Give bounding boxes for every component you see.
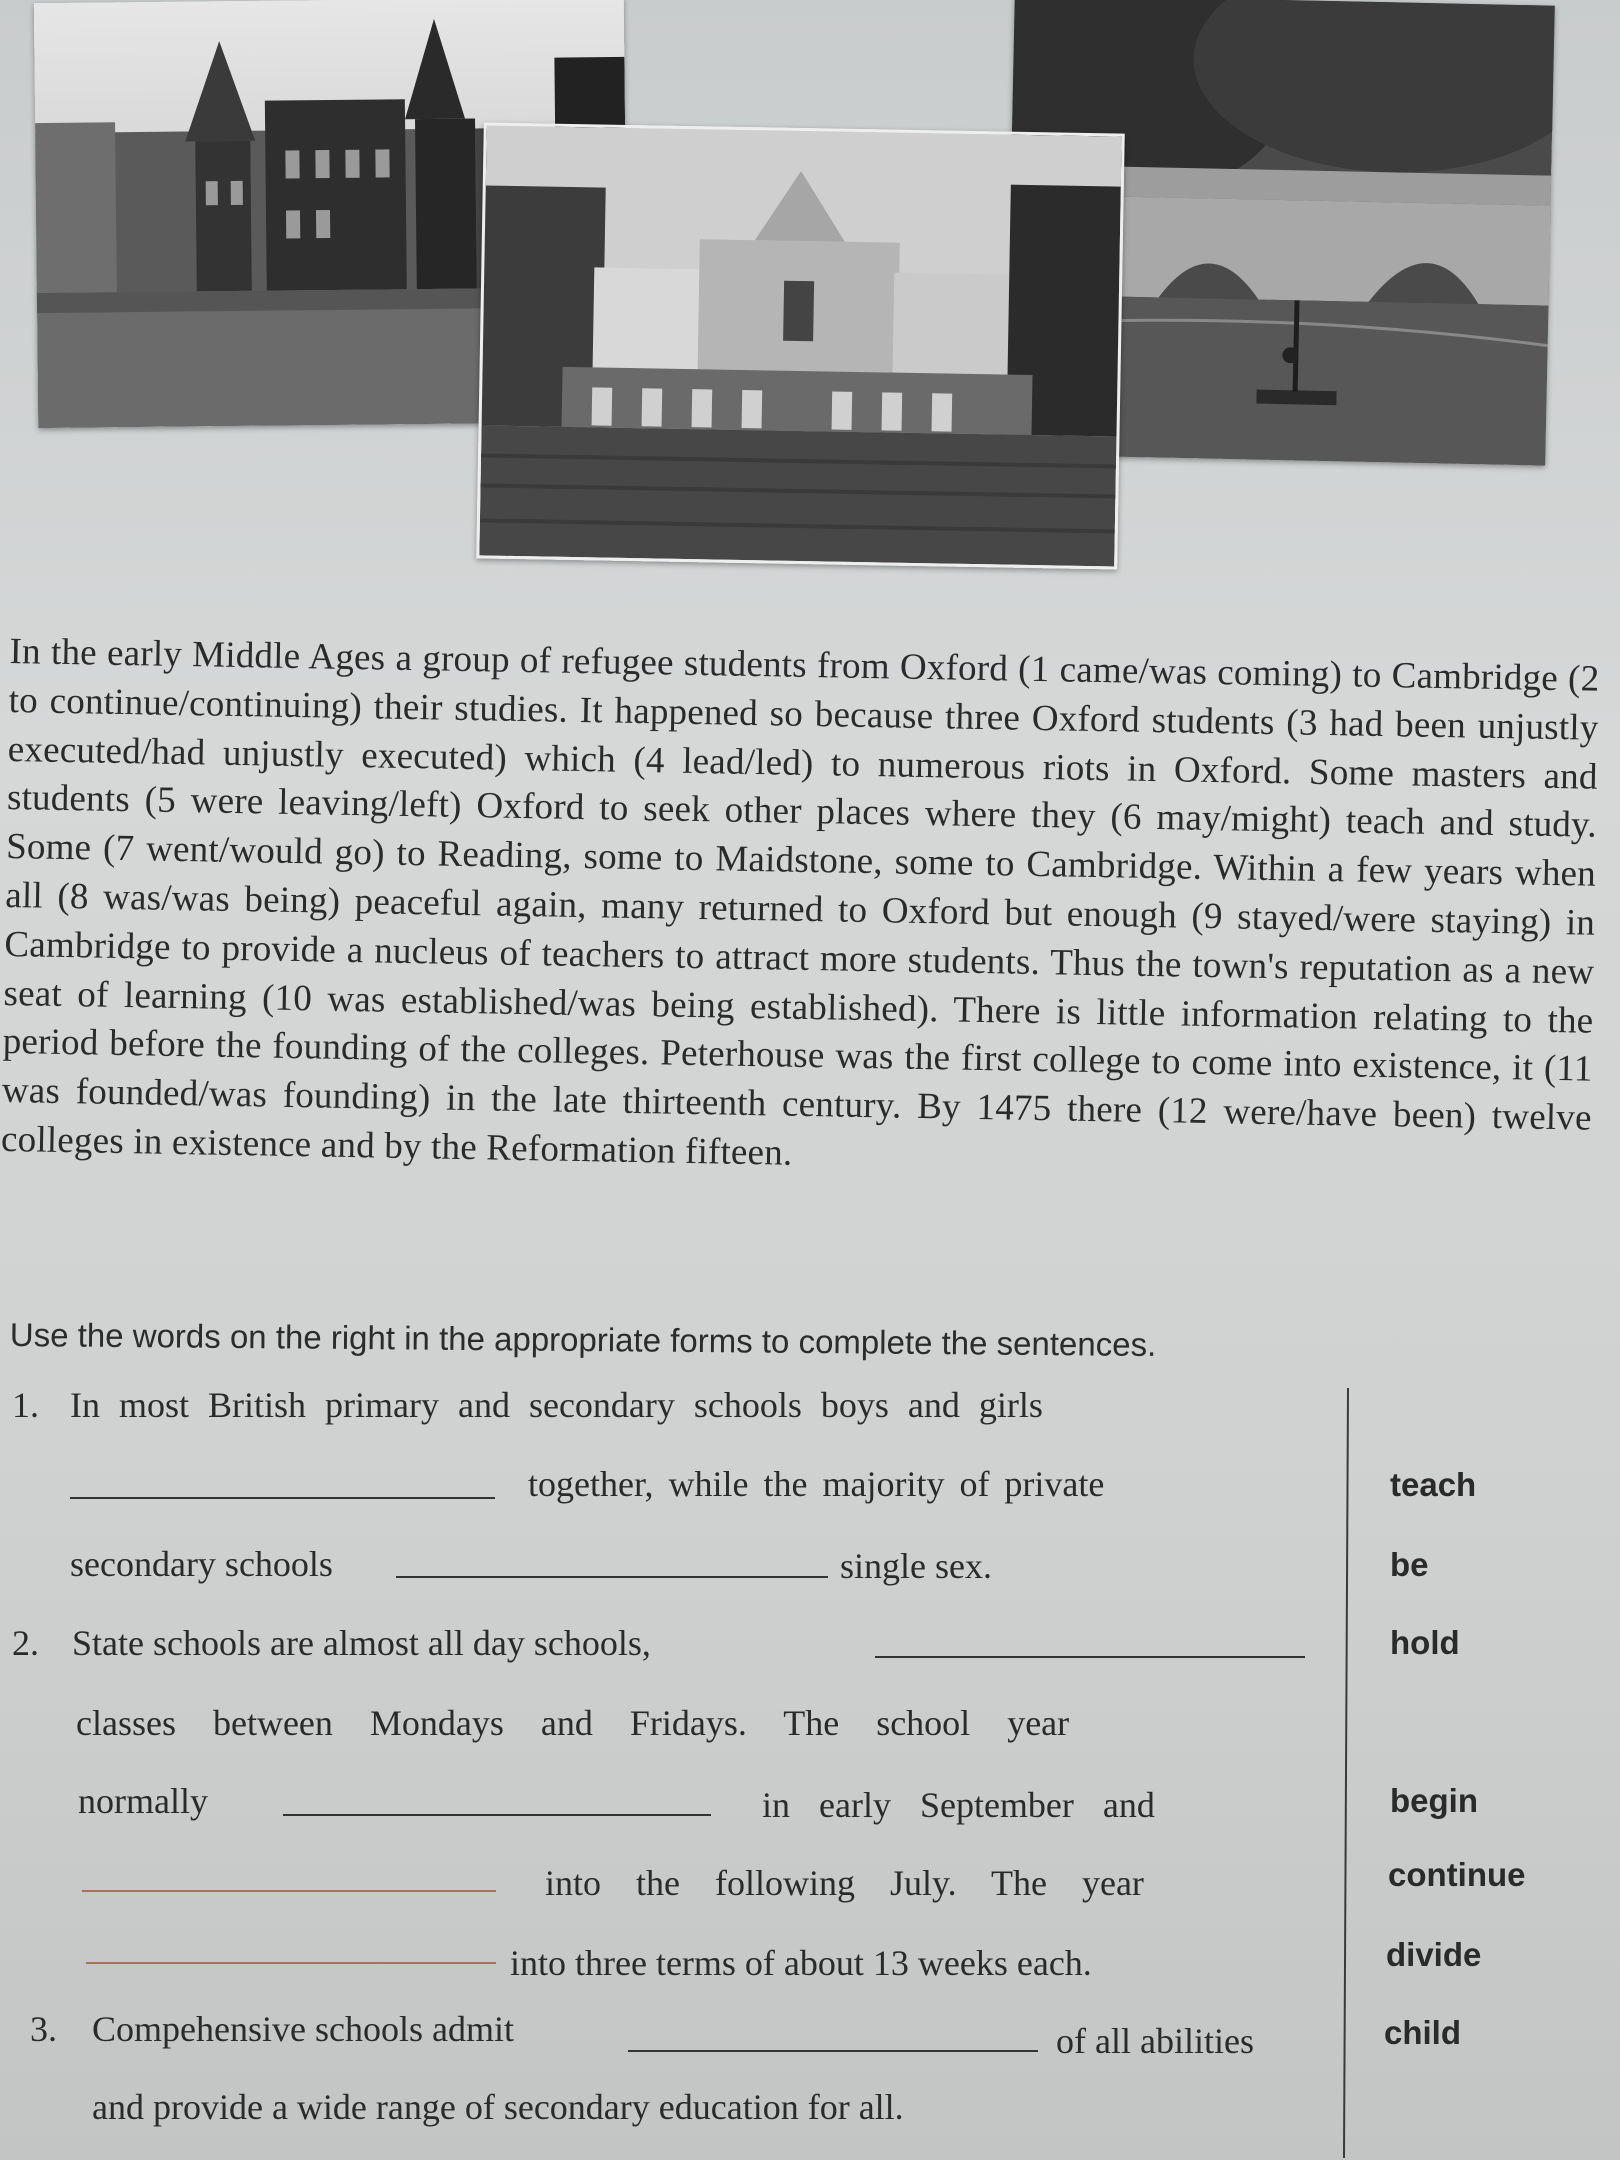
sentence-2-line-5: into three terms of about 13 weeks each. xyxy=(510,1943,1092,1983)
sentence-1-line-2: together, while the majority of private xyxy=(528,1464,1105,1504)
sentence-3-line-1a: Compehensive schools admit xyxy=(92,2009,514,2049)
word-teach: teach xyxy=(1390,1466,1477,1503)
sentence-2-line-2: classes between Mondays and Fridays. The school year xyxy=(76,1703,1070,1743)
photo-college-courtyard xyxy=(476,122,1125,569)
sentence-2-line-3a: normally xyxy=(78,1781,208,1821)
exercise-instruction: Use the words on the right in the appropriate forms to complete the sentences. xyxy=(9,1316,1157,1364)
sentence-2-line-3b: in early September and xyxy=(762,1785,1155,1825)
word-begin: begin xyxy=(1390,1782,1478,1819)
sentence-3-line-1b: of all abilities xyxy=(1056,2021,1254,2061)
word-hold: hold xyxy=(1390,1624,1460,1661)
sentence-1-line-1: In most British primary and secondary schools boys and girls xyxy=(70,1385,1043,1425)
sentence-2-line-1: State schools are almost all day schools, xyxy=(72,1623,651,1663)
item-number-3: 3. xyxy=(30,2009,57,2049)
blank-2b[interactable] xyxy=(283,1814,711,1816)
sentence-2-line-4: into the following July. The year xyxy=(545,1863,1144,1903)
word-divide: divide xyxy=(1386,1936,1482,1973)
blank-3a[interactable] xyxy=(628,2050,1038,2052)
item-number-2: 2. xyxy=(12,1623,39,1663)
reading-passage: In the early Middle Ages a group of refugee students from Oxford (1 came/was coming) to Cambridge (2 to continue/continuing) their studies. It happened so because three Oxford students (3 had been unjustly executed/had unjustly executed) which (4 lead/led) to numerous riots in Oxford. Some masters and students (5 were leaving/left) Oxford to seek other places where they (6 may/might) teach and study. Some (7 went/would go) to Reading, some to Maidstone, some to Cambridge. Within a few years when all (8 was/was being) peaceful again, many returned to Oxford but enough (9 stayed/were staying) in Cambridge to provide a nucleus of teachers to attract more students. Thus the town's reputation as a new seat of learning (10 was established/was being established). There is little information relating to the period before the founding of the colleges. Peterhouse was the first college to come into existence, it (11 was founded/was founding) in the late thirteenth century. By 1475 there (12 were/have been) twelve colleges in existence and by the Reformation fifteen. xyxy=(0,630,1600,1174)
blank-1b[interactable] xyxy=(396,1576,828,1578)
word-child: child xyxy=(1384,2014,1462,2051)
blank-2a[interactable] xyxy=(875,1656,1305,1658)
blank-2c[interactable] xyxy=(82,1890,496,1892)
blank-2d[interactable] xyxy=(86,1962,496,1964)
item-number-1: 1. xyxy=(12,1385,39,1425)
column-divider xyxy=(1343,1388,1349,2158)
word-be: be xyxy=(1390,1546,1429,1583)
sentence-1-line-3b: single sex. xyxy=(840,1546,992,1586)
sentence-3-line-2: and provide a wide range of secondary education for all. xyxy=(92,2087,904,2127)
blank-1a[interactable] xyxy=(70,1497,495,1499)
word-continue: continue xyxy=(1388,1856,1526,1893)
sentence-1-line-3a: secondary schools xyxy=(70,1544,333,1584)
